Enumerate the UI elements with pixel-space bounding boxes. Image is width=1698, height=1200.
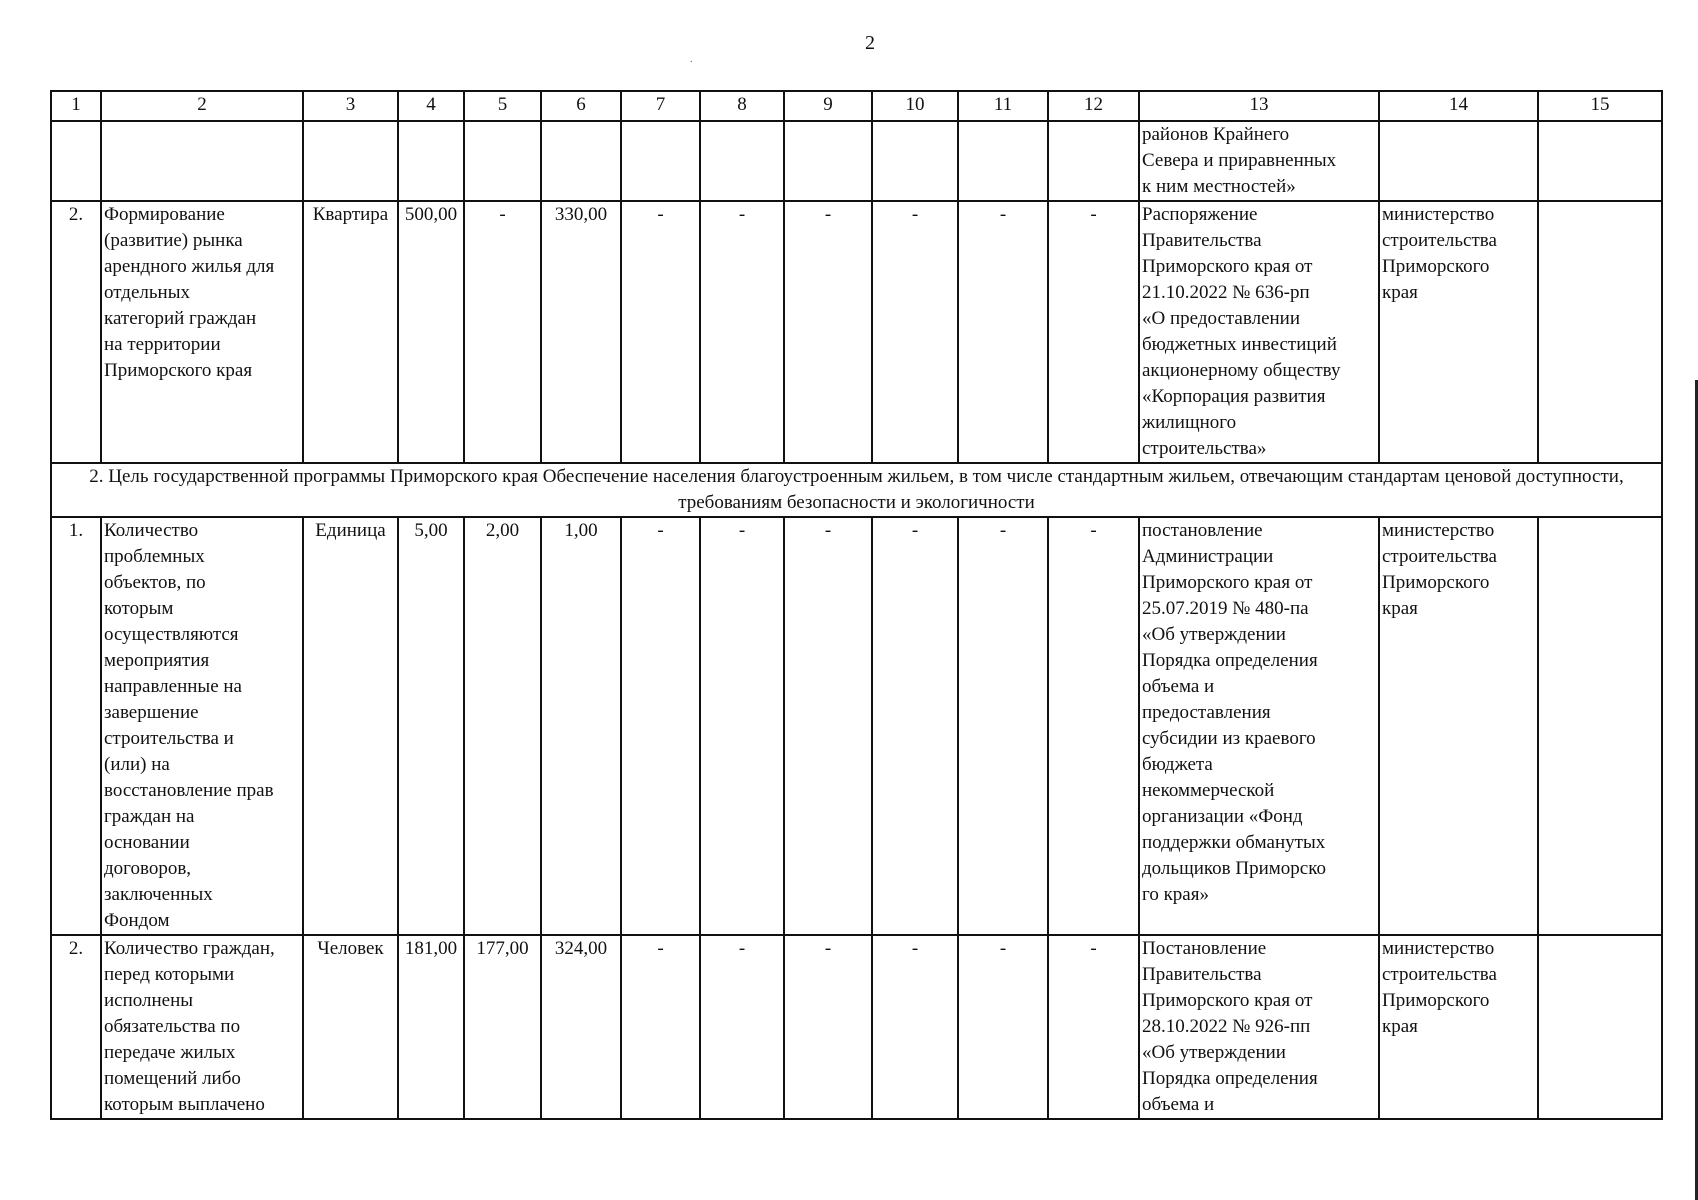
row-number-cell: 1.	[51, 517, 101, 935]
scan-speck: .	[690, 54, 693, 65]
value-cell: -	[700, 517, 784, 935]
basis-document-cell: Распоряжение Правительства Приморского края от 21.10.2022 № 636-рп «О предоставлении бюджетных инвестиций акционерному обществу «Корпорация развития жилищного строительства»	[1139, 201, 1379, 463]
value-cell: -	[784, 201, 872, 463]
empty-cell	[1379, 121, 1538, 201]
value-cell: -	[958, 935, 1048, 1119]
empty-cell	[303, 121, 398, 201]
empty-cell	[51, 121, 101, 201]
empty-cell	[1048, 121, 1139, 201]
value-cell: 324,00	[541, 935, 621, 1119]
section-heading: 2. Цель государственной программы Приморского края Обеспечение населения благоустроенным жильем, в том числе стандартным жильем, отвечающим стандартам ценовой доступности, требованиям безопасности и экологичности	[51, 463, 1662, 517]
responsible-cell: министерство строительства Приморского края	[1379, 201, 1538, 463]
empty-cell	[464, 121, 541, 201]
value-cell: -	[621, 201, 700, 463]
indicator-name-cell: Формирование (развитие) рынка арендного жилья для отдельных категорий граждан на территории Приморского края	[101, 201, 303, 463]
empty-cell	[872, 121, 958, 201]
basis-document-cell: постановление Администрации Приморского края от 25.07.2019 № 480-па «Об утверждении Порядка определения объема и предоставления субсидии из краевого бюджета некоммерческой организации «Фонд поддержки обманутых дольщиков Приморско го края»	[1139, 517, 1379, 935]
unit-cell: Человек	[303, 935, 398, 1119]
unit-cell: Единица	[303, 517, 398, 935]
empty-cell	[1538, 517, 1662, 935]
empty-cell	[1538, 935, 1662, 1119]
header-cell: 1	[51, 91, 101, 121]
header-cell: 8	[700, 91, 784, 121]
value-cell: 5,00	[398, 517, 464, 935]
value-cell: -	[700, 935, 784, 1119]
section-row	[51, 463, 1662, 517]
value-cell: 2,00	[464, 517, 541, 935]
value-cell: -	[958, 517, 1048, 935]
value-cell: -	[464, 201, 541, 463]
basis-document-cell: районов Крайнего Севера и приравненных к ним местностей»	[1139, 121, 1379, 201]
unit-cell: Квартира	[303, 201, 398, 463]
indicators-table	[50, 90, 1663, 1120]
empty-cell	[101, 121, 303, 201]
header-cell: 13	[1139, 91, 1379, 121]
value-cell: 330,00	[541, 201, 621, 463]
header-cell: 2	[101, 91, 303, 121]
header-cell: 7	[621, 91, 700, 121]
header-cell: 9	[784, 91, 872, 121]
table-row	[51, 935, 1662, 1119]
value-cell: -	[621, 517, 700, 935]
value-cell: 500,00	[398, 201, 464, 463]
table-header-row	[51, 91, 1662, 121]
value-cell: -	[872, 201, 958, 463]
value-cell: -	[1048, 517, 1139, 935]
row-number-cell: 2.	[51, 201, 101, 463]
value-cell: -	[872, 517, 958, 935]
value-cell: -	[621, 935, 700, 1119]
table-row	[51, 201, 1662, 463]
empty-cell	[958, 121, 1048, 201]
page-number: 2	[865, 32, 875, 54]
empty-cell	[621, 121, 700, 201]
empty-cell	[784, 121, 872, 201]
header-cell: 4	[398, 91, 464, 121]
table-row	[51, 517, 1662, 935]
header-cell: 3	[303, 91, 398, 121]
empty-cell	[541, 121, 621, 201]
table-row	[51, 121, 1662, 201]
empty-cell	[1538, 121, 1662, 201]
value-cell: 181,00	[398, 935, 464, 1119]
header-cell: 10	[872, 91, 958, 121]
empty-cell	[1538, 201, 1662, 463]
value-cell: -	[958, 201, 1048, 463]
responsible-cell: министерство строительства Приморского края	[1379, 517, 1538, 935]
indicator-name-cell: Количество проблемных объектов, по которым осуществляются мероприятия направленные на завершение строительства и (или) на восстановление прав граждан на основании договоров, заключенных Фондом	[101, 517, 303, 935]
header-cell: 12	[1048, 91, 1139, 121]
header-cell: 5	[464, 91, 541, 121]
header-cell: 11	[958, 91, 1048, 121]
value-cell: -	[1048, 935, 1139, 1119]
header-cell: 14	[1379, 91, 1538, 121]
row-number-cell: 2.	[51, 935, 101, 1119]
value-cell: -	[784, 517, 872, 935]
empty-cell	[700, 121, 784, 201]
empty-cell	[398, 121, 464, 201]
value-cell: 1,00	[541, 517, 621, 935]
basis-document-cell: Постановление Правительства Приморского края от 28.10.2022 № 926-пп «Об утверждении Порядка определения объема и	[1139, 935, 1379, 1119]
responsible-cell: министерство строительства Приморского края	[1379, 935, 1538, 1119]
value-cell: -	[700, 201, 784, 463]
value-cell: -	[872, 935, 958, 1119]
header-cell: 15	[1538, 91, 1662, 121]
indicator-name-cell: Количество граждан, перед которыми исполнены обязательства по передаче жилых помещений либо которым выплачено	[101, 935, 303, 1119]
value-cell: 177,00	[464, 935, 541, 1119]
header-cell: 6	[541, 91, 621, 121]
value-cell: -	[1048, 201, 1139, 463]
value-cell: -	[784, 935, 872, 1119]
